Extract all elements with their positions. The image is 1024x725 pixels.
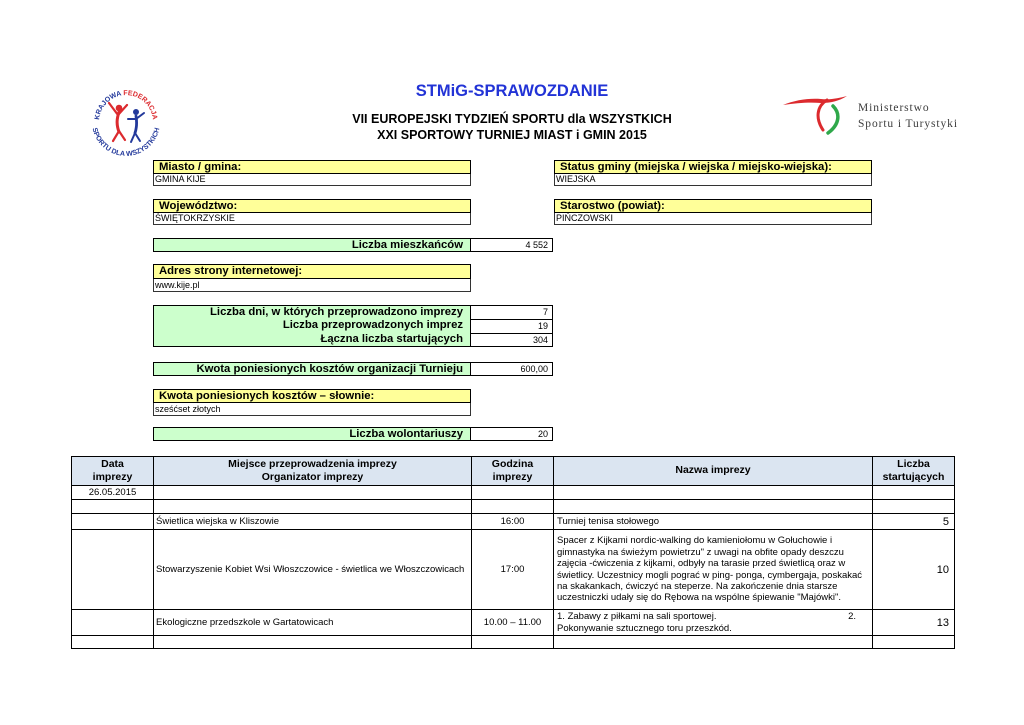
participants-cell	[873, 636, 955, 649]
time-cell: 16:00	[472, 514, 554, 530]
table-row	[72, 486, 955, 500]
event-name-cell	[554, 486, 873, 500]
ministry-name-line-2: Sportu i Turystyki	[858, 118, 958, 130]
header-time-line-2: imprezy	[492, 471, 533, 483]
commune-status-label: Status gminy (miejska / wiejska / miejsko-wiejska):	[554, 160, 872, 174]
event-days-label: Liczba dni, w których przeprowadzono imprezy	[210, 306, 463, 318]
header-participants-line-2: startujących	[882, 471, 945, 483]
place-cell	[154, 636, 472, 649]
cost-value: 600,00	[470, 362, 553, 376]
events-count-value: 19	[471, 319, 552, 332]
logo-ring-text-bottom: SPORTU DLA WSZYSTKICH	[90, 127, 162, 159]
table-header-row	[72, 457, 955, 486]
page-title: STMiG-SPRAWOZDANIE	[415, 82, 609, 100]
population-label: Liczba mieszkańców	[153, 238, 471, 252]
place-cell	[154, 500, 472, 514]
place-cell	[154, 486, 472, 500]
event-item-number: 2.	[848, 611, 856, 623]
header-date-line-1: Data	[101, 457, 124, 470]
participants-cell: 13	[873, 610, 955, 636]
subtitle-line-2: XXI SPORTOWY TURNIEJ MIAST i GMIN 2015	[377, 128, 647, 142]
event-description-line: świetlicy. Uczestnicy mogli pograć w ping- ponga, cymbergaja, poskakać	[557, 569, 863, 581]
header-place-line-2: Organizator imprezy	[261, 471, 364, 483]
event-name-cell	[554, 530, 873, 610]
logo-ring-text-top: KRAJOWA FEDERACJA	[94, 90, 158, 121]
table-row	[72, 514, 955, 530]
website-value: www.kije.pl	[153, 279, 471, 292]
participants-cell: 5	[873, 514, 955, 530]
date-cell	[72, 500, 154, 514]
table-row	[72, 500, 955, 514]
event-description-line: uczestniczki udały się do Rębowa na wspólne śpiewanie "Majówki".	[557, 592, 841, 604]
commune-status-value: WIEJSKA	[554, 174, 872, 186]
events-table	[71, 456, 955, 649]
participants-cell	[873, 500, 955, 514]
time-cell	[472, 636, 554, 649]
date-cell	[72, 610, 154, 636]
voivodeship-label: Województwo:	[153, 199, 471, 213]
participants-cell: 10	[873, 530, 955, 610]
county-value: PIŃCZOWSKI	[554, 213, 872, 225]
participants-cell	[873, 486, 955, 500]
event-description-line: Spacer z Kijkami nordic-walking do kamieniołomu w Gołuchowie i	[557, 535, 833, 547]
event-name-cell	[554, 610, 873, 636]
event-item-text: Zabawy z piłkami na sali sportowej.	[567, 611, 717, 623]
place-cell: Świetlica wiejska w Kliszowie	[154, 514, 472, 530]
ministry-swoosh-logo-icon	[781, 94, 851, 136]
stats-labels-group	[153, 305, 471, 347]
population-value: 4 552	[470, 238, 553, 252]
event-name-cell: Turniej tenisa stołowego	[554, 514, 873, 530]
participants-total-label: Łączna liczba startujących	[320, 332, 463, 345]
header-place-line-1: Miejsce przeprowadzenia imprezy	[228, 457, 397, 470]
time-cell	[472, 486, 554, 500]
event-name-cell	[554, 500, 873, 514]
stats-values-group	[470, 305, 553, 347]
subtitle-line-1: VII EUROPEJSKI TYDZIEŃ SPORTU dla WSZYSTKICH	[352, 112, 672, 126]
cost-label: Kwota poniesionych kosztów organizacji Turnieju	[153, 362, 471, 376]
website-label: Adres strony internetowej:	[153, 264, 471, 279]
header-participants-line-1: Liczba	[897, 457, 930, 470]
date-cell: 26.05.2015	[72, 486, 154, 500]
event-item-text: Pokonywanie sztucznego toru przeszkód.	[557, 622, 732, 634]
event-description-line: gimnastyka na świeżym powietrzu" z uwagi na obfite opady deszczu	[557, 546, 844, 558]
city-value: GMINA KIJE	[153, 174, 471, 186]
place-cell: Stowarzyszenie Kobiet Wsi Włoszczowice - świetlica we Włoszczowicach	[154, 530, 472, 610]
place-cell: Ekologiczne przedszkole w Gartatowicach	[154, 610, 472, 636]
event-days-value: 7	[542, 307, 548, 317]
event-description-line: na skakankach, ćwiczyć na steperze. Na zakończenie dnia starsze	[557, 580, 838, 592]
event-name-cell	[554, 636, 873, 649]
header-date	[72, 457, 154, 486]
date-cell	[72, 636, 154, 649]
header-name	[554, 457, 873, 486]
cost-words-label: Kwota poniesionych kosztów – słownie:	[153, 389, 471, 403]
header-place	[154, 457, 472, 486]
event-items-line-2	[557, 623, 860, 634]
time-cell	[472, 500, 554, 514]
event-item-1	[557, 611, 716, 622]
event-item-number: 1.	[557, 611, 565, 623]
cost-words-value: sześćset złotych	[153, 403, 471, 416]
table-row	[72, 530, 955, 610]
date-cell	[72, 530, 154, 610]
header-date-line-2: imprezy	[92, 471, 133, 483]
date-cell	[72, 514, 154, 530]
table-row	[72, 636, 955, 649]
header-participants	[873, 457, 955, 486]
city-label: Miasto / gmina:	[153, 160, 471, 174]
county-label: Starostwo (powiat):	[554, 199, 872, 213]
header-time-line-1: Godzina	[491, 457, 534, 470]
event-description-line: zajęcia -ćwiczenia z kijkami, odbyły na tarasie przed świetlicą oraz w	[557, 558, 846, 570]
header-time	[472, 457, 554, 486]
participants-total-value: 304	[471, 333, 552, 346]
ministry-name-line-1: Ministerstwo	[858, 102, 930, 114]
time-cell: 10.00 – 11.00	[472, 610, 554, 636]
events-count-label: Liczba przeprowadzonych imprez	[282, 319, 463, 332]
voivodeship-value: ŚWIĘTOKRZYSKIE	[153, 213, 471, 225]
table-row	[72, 610, 955, 636]
event-items-line-1	[557, 611, 860, 622]
time-cell: 17:00	[472, 530, 554, 610]
header-name-line-1: Nazwa imprezy	[675, 464, 751, 477]
volunteers-value: 20	[470, 427, 553, 441]
volunteers-label: Liczba wolontariuszy	[153, 427, 471, 441]
